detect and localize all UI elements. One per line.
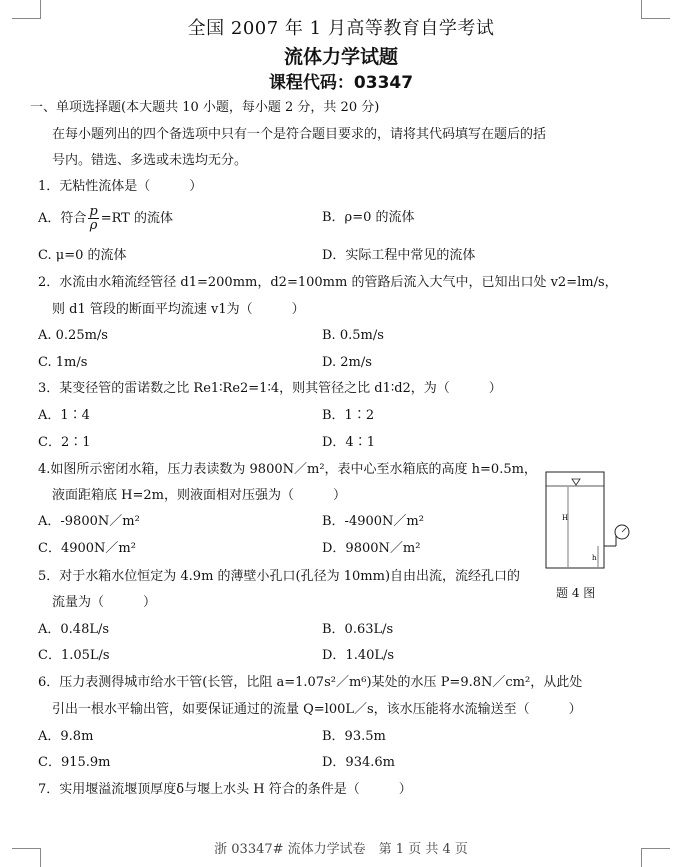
question-2-option-a: A. 0.25m/s [38,328,108,343]
question-4-stem-line-1: 4.如图所示密闭水箱，压力表读数为 9800N／m²，表中心至水箱底的高度 h=0.5m， [38,462,537,477]
question-4-option-c: C．4900N／m² [38,541,136,556]
question-4-option-b: B．-4900N／m² [322,514,424,529]
question-2-option-b: B. 0.5m/s [322,328,384,343]
question-6-stem-line-1: 6．压力表测得城市给水干管(长管，比阻 a=1.07s²／m⁶)某处的水压 P=9.8N／cm²，从此处 [38,675,583,690]
question-3-option-c: C．2∶1 [38,435,91,450]
p-over-rho-fraction [88,205,98,232]
page-footer: 浙 03347# 流体力学试卷 第 1 页 共 4 页 [214,842,468,857]
tank-figure [540,468,636,580]
question-4-stem-line-2: 液面距箱底 H=2m，则液面相对压强为（ ） [52,488,346,503]
question-5-option-a: A．0.48L/s [38,622,110,637]
question-5-option-b: B．0.63L/s [322,622,394,637]
h-label: h [592,554,597,562]
option-a-prefix: A．符合 [38,211,87,226]
question-6-stem-line-2: 引出一根水平输出管，如要保证通过的流量 Q=l00L／s，该水压能将水流输送至（ ） [52,702,582,717]
question-5-stem-line-1: 5．对于水箱水位恒定为 4.9m 的薄壁小孔口(孔径为 10mm)自由出流，流经孔口的 [38,569,521,584]
question-5-option-c: C．1.05L/s [38,648,110,663]
question-1-stem: 1．无粘性流体是（ ） [38,179,203,194]
instruction-line-2: 号内。错选、多选或未选均无分。 [52,153,248,168]
question-4-option-d: D．9800N／m² [322,541,421,556]
question-1-option-a [38,205,173,232]
question-5-option-d: D．1.40L/s [322,648,395,663]
question-3-option-d: D．4∶1 [322,435,375,450]
question-5-stem-line-2: 流量为（ ） [52,595,157,610]
question-2-stem-line-2: 则 d1 管段的断面平均流速 v1为（ ） [52,302,305,317]
fraction-numerator: p [89,204,98,219]
question-1-option-d: D．实际工程中常见的流体 [322,248,476,263]
gauge-needle [622,528,626,532]
question-2-option-d: D. 2m/s [322,355,372,370]
question-3-option-b: B．1∶2 [322,408,375,423]
question-7-stem: 7．实用堰溢流堰顶厚度δ与堰上水头 H 符合的条件是（ ） [38,782,412,797]
question-3-stem: 3．某变径管的雷诺数之比 Re1∶Re2=1∶4，则其管径之比 d1∶d2，为（ ） [38,381,502,396]
question-6-option-c: C．915.9m [38,755,111,770]
question-6-option-b: B．93.5m [322,729,386,744]
option-a-suffix: =RT 的流体 [100,211,173,226]
question-2-option-c: C. 1m/s [38,355,88,370]
course-code: 课程代码：03347 [268,73,414,93]
exam-title: 全国 2007 年 1 月高等教育自学考试 [187,18,495,39]
question-1-option-b: B．ρ=0 的流体 [322,210,415,225]
H-label: H [562,514,569,522]
figure-caption: 题 4 图 [556,586,596,600]
question-1-option-c: C. μ=0 的流体 [38,248,127,263]
question-4-option-a: A．-9800N／m² [38,514,140,529]
water-level-marker-icon [572,479,580,485]
instruction-line-1: 在每小题列出的四个备选项中只有一个是符合题目要求的，请将其代码填写在题后的括 [52,127,547,142]
question-2-stem-line-1: 2．水流由水箱流经管径 d1=200mm，d2=100mm 的管路后流入大气中，已知出口处 v2=lm/s， [38,275,618,290]
section-heading: 一、单项选择题(本大题共 10 小题，每小题 2 分，共 20 分) [30,100,380,115]
question-6-option-d: D．934.6m [322,755,395,770]
question-3-option-a: A．1∶4 [38,408,90,423]
question-6-option-a: A．9.8m [38,729,94,744]
fraction-denominator: ρ [89,218,98,233]
subject-title: 流体力学试题 [283,46,398,68]
